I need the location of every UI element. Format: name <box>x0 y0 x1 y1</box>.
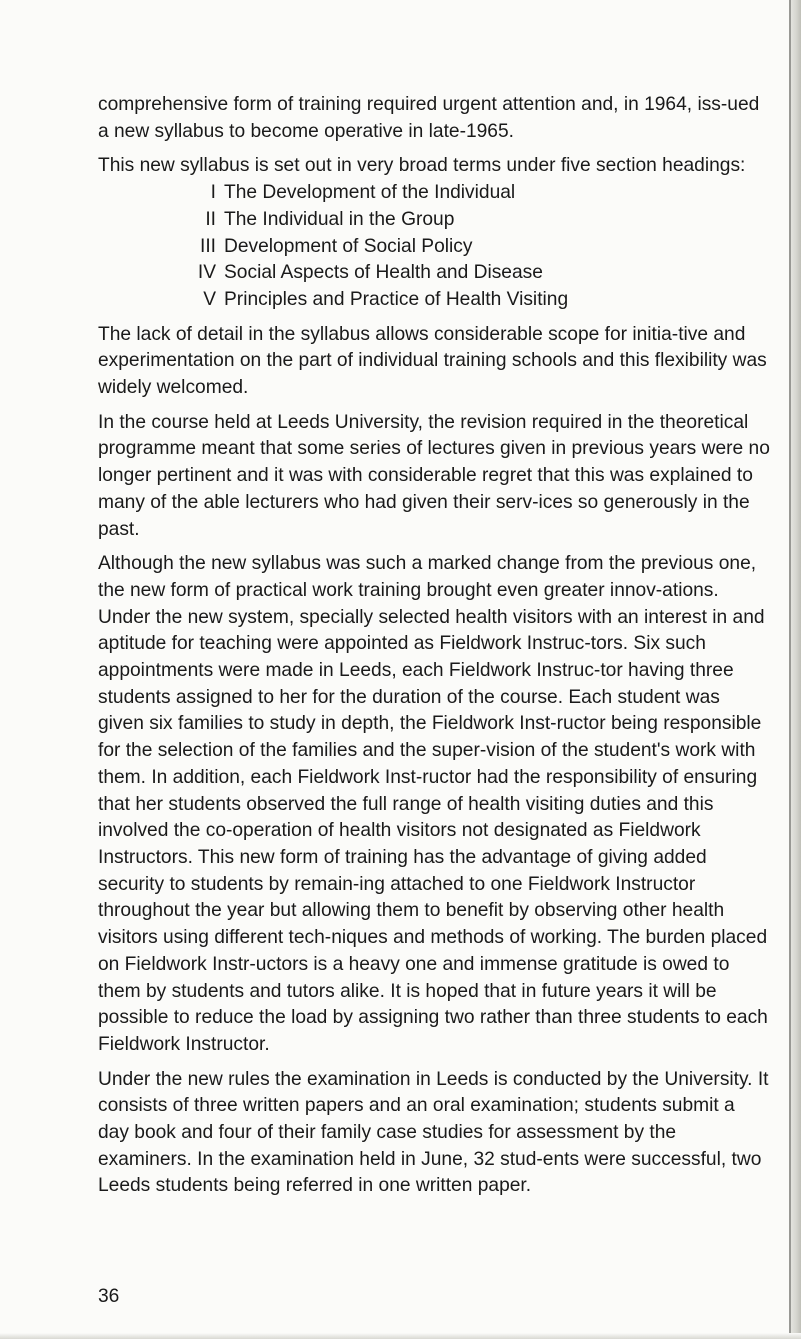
paragraph-syllabus-intro: comprehensive form of training required urgent attention and, in 1964, iss-ued a new syllabus to become operative in late-1965. <box>98 94 760 142</box>
section-heading-title: The Individual in the Group <box>224 208 455 230</box>
section-heading-number: III <box>200 235 216 257</box>
paragraph-leeds-course: In the course held at Leeds University, the revision required in the theoretical programme meant that some series of lectures given in previous years were no longer pertinent and it was with considerable regret that this was explained to many of the able lecturers who had given their serv-ices so generously in the past. <box>98 411 770 540</box>
section-heading-number: I <box>210 182 216 204</box>
section-heading-item <box>98 207 770 234</box>
page-edge-line <box>789 0 791 1339</box>
page-number: 36 <box>98 1286 120 1307</box>
document-page <box>98 92 770 1200</box>
section-heading-number: V <box>203 288 216 310</box>
section-heading-title: Principles and Practice of Health Visiting <box>224 288 569 310</box>
section-heading-item <box>98 287 770 314</box>
paragraph-examination: Under the new rules the examination in Leeds is conducted by the University. It consists of three written papers and an oral examination; students submit a day book and four of their family case studies for assessment by the examiners. In the examination held in June, 32 stud-ents were successful, two Leeds students being referred in one written paper. <box>98 1068 769 1197</box>
section-heading-title: Social Aspects of Health and Disease <box>224 262 543 284</box>
section-heading-item <box>98 180 770 207</box>
paragraph-fieldwork-instructors: Although the new syllabus was such a marked change from the previous one, the new form of practical work training brought even greater innov-ations. Under the new system, specially selected health visitors with an interest in and aptitude for teaching were appointed as Fieldwork Instruc-tors. Six such appointments were made in Leeds, each Fieldwork Instruc-tor having three students assigned to her for the duration of the course. Each student was given six families to study in depth, the Fieldwork Inst-ructor being responsible for the selection of the families and the super-vision of the student's work with them. In addition, each Fieldwork Inst-ructor had the responsibility of ensuring that her students observed the full range of health visiting duties and this involved the co-operation of health visitors not designated as Fieldwork Instructors. This new form of training has the advantage of giving added security to students by remain-ing attached to one Fieldwork Instructor throughout the year but allowing them to benefit by observing other health visitors using different tech-niques and methods of working. The burden placed on Fieldwork Instr-uctors is a heavy one and immense gratitude is owed to them by students and tutors alike. It is hoped that in future years it will be possible to reduce the load by assigning two rather than three students to each Fieldwork Instructor. <box>98 553 768 1055</box>
section-headings-list <box>98 180 770 314</box>
section-heading-item <box>98 260 770 287</box>
section-heading-number: IV <box>197 262 216 284</box>
section-heading-number: II <box>205 208 216 230</box>
section-heading-title: Development of Social Policy <box>224 235 473 257</box>
page-bottom-shadow <box>0 1333 801 1339</box>
section-heading-title: The Development of the Individual <box>224 182 516 204</box>
paragraph-syllabus-flexibility: The lack of detail in the syllabus allows considerable scope for initia-tive and experimentation on the part of individual training schools and this flexibility was widely welcomed. <box>98 323 767 399</box>
paragraph-section-headings-intro: This new syllabus is set out in very broad terms under five section headings: <box>98 155 746 177</box>
section-heading-item <box>98 234 770 261</box>
